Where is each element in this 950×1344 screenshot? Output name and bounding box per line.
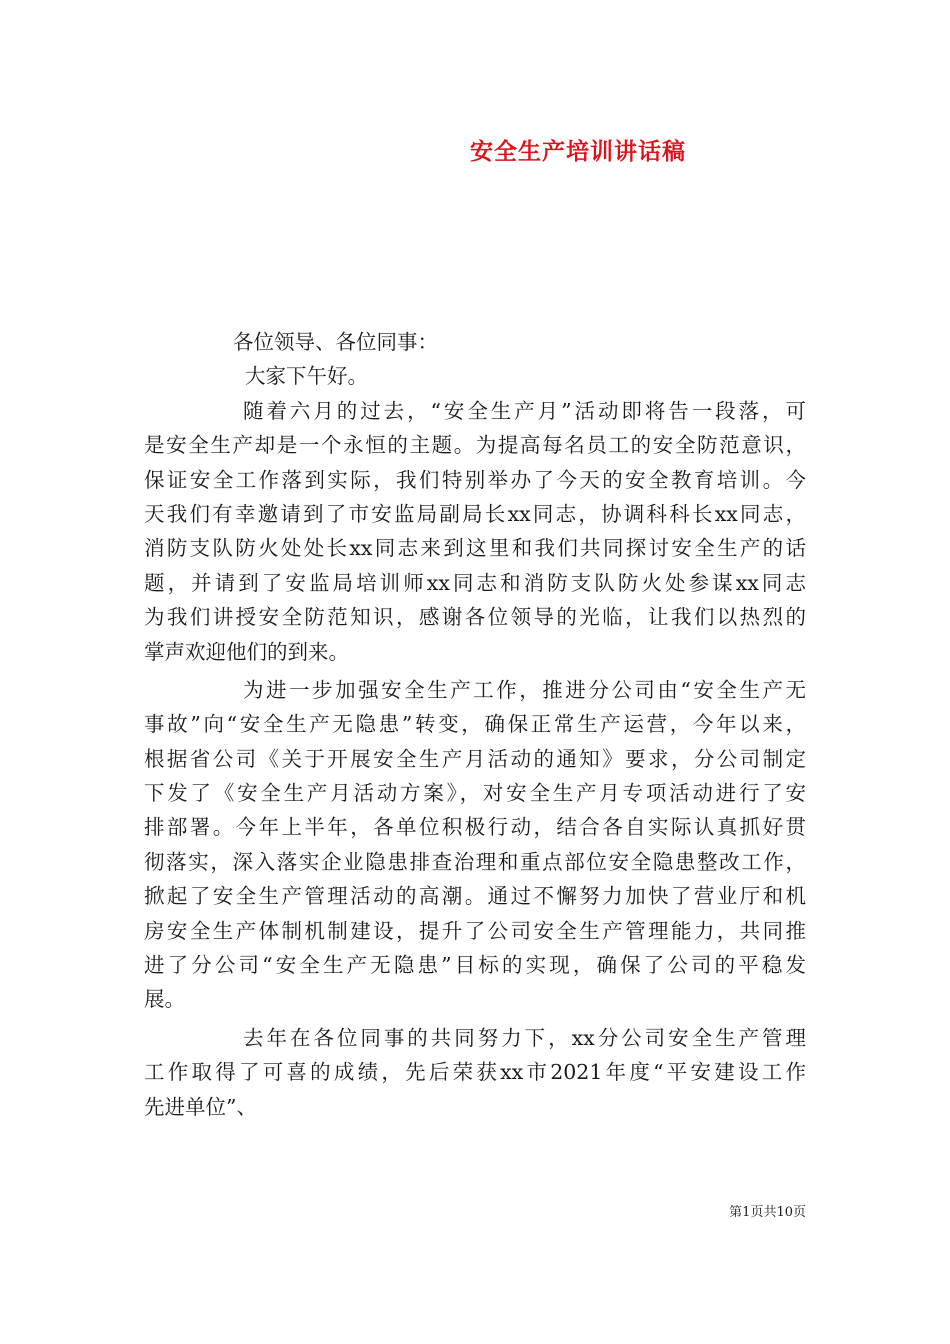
text-line: 随着六月的过去，“安全生产月”活动即将告一段落，可 (243, 398, 806, 423)
page-number: 第1页共10页 (729, 1205, 806, 1220)
paragraph-3 (144, 1021, 806, 1124)
text-line: 根据省公司《关于开展安全生产月活动的通知》要求，分公司制定 (144, 746, 806, 771)
text-line: 排部署。今年上半年，各单位积极行动，结合各自实际认真抓好贯 (144, 815, 806, 840)
text-line: 掀起了安全生产管理活动的高潮。通过不懈努力加快了营业厅和机 (144, 884, 806, 909)
greeting: 大家下午好。 (245, 364, 368, 389)
paragraph-2 (144, 673, 806, 1017)
text-line: 去年在各位同事的共同努力下，xx分公司安全生产管理 (243, 1025, 806, 1050)
text-line: 工作取得了可喜的成绩，先后荣获xx市2021年度“平安建设工作 (144, 1060, 806, 1085)
text-line: 保证安全工作落到实际，我们特别举办了今天的安全教育培训。今 (144, 467, 806, 492)
text-line: 是安全生产却是一个永恒的主题。为提高每名员工的安全防范意识， (144, 433, 806, 458)
text-line: 题，并请到了安监局培训师xx同志和消防支队防火处参谋xx同志 (144, 570, 806, 595)
text-line: 天我们有幸邀请到了市安监局副局长xx同志，协调科科长xx同志， (144, 501, 806, 526)
text-line: 彻落实，深入落实企业隐患排查治理和重点部位安全隐患整改工作， (144, 849, 806, 874)
text-line: 掌声欢迎他们的到来。 (144, 639, 349, 664)
text-line: 展。 (144, 987, 185, 1012)
text-line: 下发了《安全生产月活动方案》，对安全生产月专项活动进行了安 (144, 781, 806, 806)
text-line: 为我们讲授安全防范知识，感谢各位领导的光临，让我们以热烈的 (144, 605, 806, 630)
text-line: 先进单位”、 (144, 1094, 257, 1119)
text-line: 为进一步加强安全生产工作，推进分公司由“安全生产无 (243, 677, 806, 702)
text-line: 事故”向“安全生产无隐患”转变，确保正常生产运营，今年以来， (144, 712, 806, 737)
text-line: 房安全生产体制机制建设，提升了公司安全生产管理能力，共同推 (144, 918, 806, 943)
text-line: 进了分公司“安全生产无隐患”目标的实现，确保了公司的平稳发 (144, 953, 806, 978)
paragraph-1 (144, 394, 806, 669)
document-body (144, 325, 806, 1124)
document-title: 安全生产培训讲话稿 (470, 138, 686, 165)
text-line: 消防支队防火处处长xx同志来到这里和我们共同探讨安全生产的话 (144, 536, 806, 561)
salutation: 各位领导、各位同事： (233, 330, 438, 354)
